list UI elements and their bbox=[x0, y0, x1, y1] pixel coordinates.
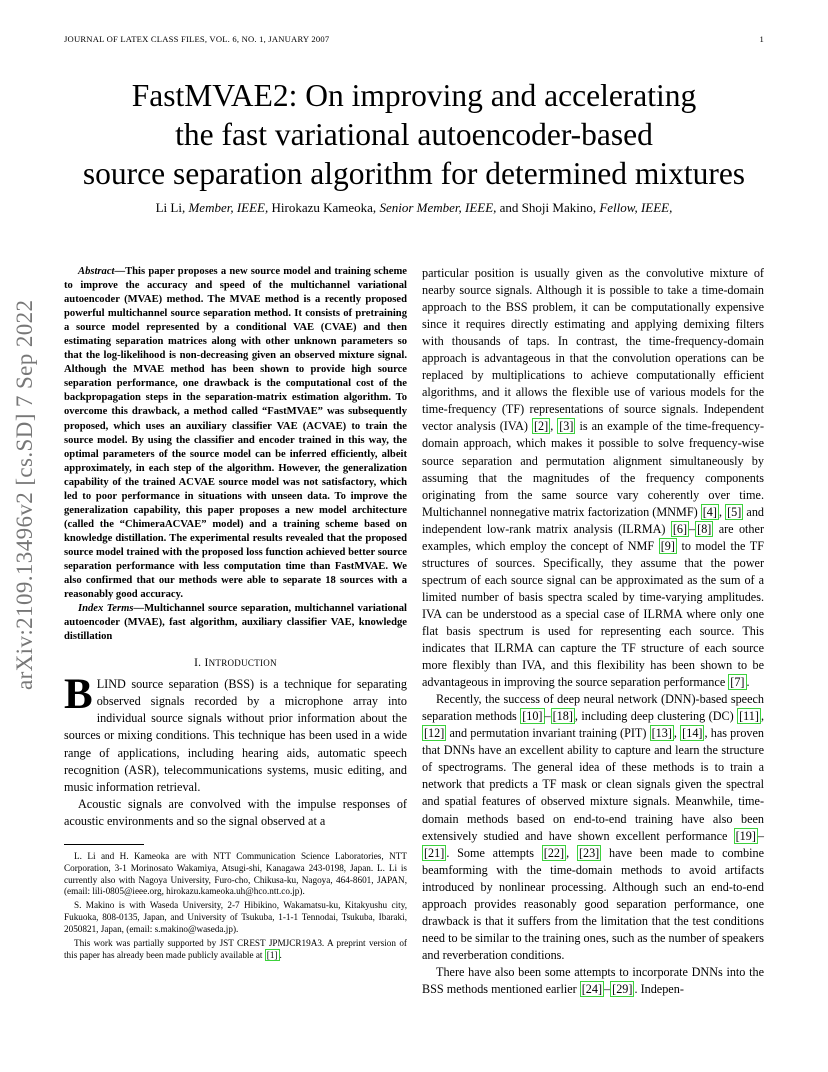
text-run: , including deep clustering (DC) bbox=[574, 709, 734, 724]
intro-paragraph-2: Acoustic signals are convolved with the impulse responses of acoustic environments and so the signal observed at a bbox=[64, 796, 407, 828]
index-terms-text: —Multichannel source separation, multichannel variational autoencoder (MVAE), fast algorithm, auxiliary classifier VAE, knowledge distillation bbox=[64, 603, 407, 643]
intro-paragraph-1-text: LIND source separation (BSS) is a technique for separating observed signals recorded by a microphone array into individual source signals without prior information about the sources or mixing conditions. This technique has been used in a wide range of applications, including hearing aids, automatic speech recognition (ASR), telecommunications systems, music editing, and music information retrieval. bbox=[64, 677, 407, 794]
page-number: 1 bbox=[759, 34, 764, 44]
right-paragraph-2 bbox=[422, 691, 764, 964]
title-line-1: FastMVAE2: On improving and accelerating bbox=[131, 78, 697, 113]
footnote-funding bbox=[64, 938, 407, 962]
footnote-funding-end: . bbox=[279, 949, 282, 960]
citation-link[interactable]: [1] bbox=[266, 949, 278, 960]
author-3: and Shoji Makino, bbox=[499, 200, 597, 215]
text-run: and independent low-rank matrix analysis (ILRMA) bbox=[422, 504, 765, 536]
citation-link[interactable]: [5] bbox=[727, 504, 742, 519]
text-run: There have also been some attempts to incorporate DNNs into the BSS methods mentioned earlier bbox=[422, 964, 764, 996]
citation-link[interactable]: [18] bbox=[552, 709, 573, 724]
running-header bbox=[64, 34, 764, 44]
citation-link[interactable]: [3] bbox=[559, 419, 574, 434]
text-run: have been made to combine beamforming with the time-domain methods to avoid artifacts introduced by nonlinear processing. Although such an end-to-end approach provides reasonably good separation performance, one drawback is that it suffers from the limitation that the test conditions need to be similar to the training ones, such as the number of speakers and reverberation conditions. bbox=[422, 845, 765, 962]
abstract bbox=[64, 265, 407, 602]
author-1: Li Li, bbox=[155, 200, 186, 215]
text-run: , bbox=[760, 709, 765, 724]
index-terms-label: Index Terms bbox=[78, 603, 134, 615]
citation-link[interactable]: [19] bbox=[735, 828, 756, 843]
citation-link[interactable]: [4] bbox=[702, 504, 717, 519]
text-run: . Some attempts bbox=[446, 845, 534, 860]
author-list bbox=[64, 200, 764, 216]
citation-link[interactable]: [14] bbox=[682, 726, 703, 741]
citation-link[interactable]: [6] bbox=[672, 521, 688, 536]
citation-link[interactable]: [11] bbox=[739, 709, 759, 724]
author-2-role: Senior Member, IEEE, bbox=[379, 200, 497, 215]
journal-name: JOURNAL OF LATEX CLASS FILES, VOL. 6, NO. 1, JANUARY 2007 bbox=[64, 34, 330, 44]
title-line-3: source separation algorithm for determined mixtures bbox=[82, 156, 746, 191]
section-title-rest: NTRODUCTION bbox=[208, 658, 277, 669]
footnote-funding-text: This work was partially supported by JST CREST JPMJCR19A3. A preprint version of this paper has already been made publicly available at bbox=[64, 938, 407, 960]
citation-link[interactable]: [10] bbox=[522, 709, 543, 724]
citation-link[interactable]: [7] bbox=[730, 675, 745, 690]
text-run: , bbox=[550, 419, 554, 434]
right-column bbox=[422, 265, 764, 998]
text-run: are other examples, which employ the concept of NMF bbox=[422, 521, 764, 553]
right-paragraph-1 bbox=[422, 265, 764, 691]
citation-link[interactable]: [13] bbox=[651, 726, 672, 741]
footnotes bbox=[64, 851, 407, 962]
text-run: – bbox=[757, 828, 765, 843]
right-paragraph-3 bbox=[422, 964, 764, 998]
section-heading-introduction bbox=[64, 655, 407, 672]
text-run: Recently, the success of deep neural network (DNN)-based speech separation methods bbox=[422, 692, 764, 724]
text-run: , bbox=[566, 845, 570, 860]
citation-link[interactable]: [29] bbox=[612, 981, 633, 996]
abstract-text: —This paper proposes a new source model and training scheme to improve the accuracy and speed of the multichannel variational autoencoder (MVAE) method. The MVAE method is a recently proposed powerful multichannel source separation method. It consists of pretraining a source model represented by a conditional VAE (CVAE) and then estimating separation matrices along with other unknown parameters so that the log-likelihood is non-decreasing given an observed mixture signal. Although the MVAE method has been shown to provide high source separation performance, one drawback is the computational cost of the backpropagation steps in the separation-matrix estimation algorithm. To overcome this drawback, a method called “FastMVAE” was subsequently proposed, which uses an auxiliary classifier VAE (ACVAE) to train the source model. By using the classifier and encoder trained in this way, the optimal parameters of the source model can be inferred efficiently, albeit approximately, in each step of the algorithm. However, the generalization capability of the trained ACVAE source model was not satisfactory, which led to poor performance in situations with unseen data. To improve the generalization capability, this paper proposes a new model architecture (called the “ChimeraACVAE” model) and a training scheme based on knowledge distillation. The experimental results revealed that the proposed source model trained with the proposed loss function achieved better source separation performance with less computation time than FastMVAE. We also confirmed that our methods were able to separate 18 sources with a reasonably good accuracy. bbox=[64, 266, 407, 601]
footnote-rule bbox=[64, 844, 144, 845]
citation-link[interactable]: [23] bbox=[578, 845, 600, 860]
author-2: Hirokazu Kameoka, bbox=[271, 200, 377, 215]
citation-link[interactable]: [9] bbox=[660, 538, 675, 553]
text-run: to model the TF structures of sources. Specifically, they assume that the power spectrum of each source signal can be approximated as the sum of a limited number of basis spectra scaled by time-varying amplitudes. IVA can be understood as a special case of ILRMA where only one flat basis spectrum is used for representing each source. This indicates that ILRMA can capture the TF structure of each source more flexibly than IVA, and this flexibility has been shown to be advantageous in improving the source separation performance bbox=[422, 538, 765, 690]
text-run: and permutation invariant training (PIT) bbox=[449, 726, 647, 741]
citation-link[interactable]: [24] bbox=[581, 981, 603, 996]
text-run: , bbox=[718, 504, 723, 519]
author-3-role: Fellow, IEEE, bbox=[599, 200, 673, 215]
footnote-affiliation-1: L. Li and H. Kameoka are with NTT Communication Science Laboratories, NTT Corporation, 3-1 Morinosato Wakamiya, Atsugi-shi, Kanagawa 243-0198, Japan. L. Li is currently also with Nagoya University, Furo-cho, Chikusa-ku, Nagoya, 464-8601, JAPAN, (email: lili-0805@ieee.org, hirokazu.kameoka.uh@hco.ntt.co.jp). bbox=[64, 850, 407, 897]
title-line-2: the fast variational autoencoder-based bbox=[175, 117, 653, 152]
section-first-letter: I bbox=[204, 657, 209, 670]
citation-link[interactable]: [22] bbox=[543, 845, 565, 860]
text-run: . bbox=[746, 675, 750, 690]
text-run: – bbox=[544, 709, 551, 724]
text-run: , has proven that DNNs have an excellent ability to capture and learn the structure of spectrograms. The general idea of these methods is to train a network that predicts a TF mask or clean signals given the spectral and spatial features of observed mixture signals. Meanwhile, time-domain methods based on end-to-end training have also been extensively studied and have shown excellent performance bbox=[422, 726, 765, 843]
text-run: is an example of the time-frequency-domain approach, which makes it possible to solve frequency-wise source separation and permutation alignment simultaneously by assuming that the magnitudes of the frequency components originating from the same source vary coherently over time. Multichannel nonnegative matrix factorization (MNMF) bbox=[422, 419, 765, 519]
intro-paragraph-1 bbox=[64, 671, 407, 795]
citation-link[interactable]: [21] bbox=[424, 845, 445, 860]
text-run: – bbox=[689, 521, 696, 536]
citation-link[interactable]: [8] bbox=[697, 521, 712, 536]
section-numeral: I. bbox=[194, 657, 202, 670]
paper-title bbox=[64, 76, 764, 193]
text-run: , bbox=[673, 726, 677, 741]
drop-cap: B bbox=[64, 671, 93, 719]
arxiv-identifier[interactable]: arXiv:2109.13496v2 [cs.SD] 7 Sep 2022 bbox=[12, 299, 37, 690]
text-run: – bbox=[604, 981, 611, 996]
footnote-affiliation-2: S. Makino is with Waseda University, 2-7 Hibikino, Wakamatsu-ku, Kitakyushu city, Fukuoka, 808-0135, Japan, and University of Tsukuba, 1-1-1 Tennodai, Tsukuba, Ibaraki, 2050821, Japan, (email: s.makino@waseda.jp). bbox=[64, 900, 407, 935]
citation-link[interactable]: [12] bbox=[424, 726, 445, 741]
index-terms bbox=[64, 602, 407, 644]
left-column bbox=[64, 265, 407, 964]
citation-link[interactable]: [2] bbox=[533, 419, 549, 434]
text-run: particular position is usually given as the convolutive mixture of nearby source signals. Although it is possible to take a time-domain approach to the BSS problem, it can be computationally expensive since it requires directly estimating and applying demixing filters with thousands of taps. In contrast, the time-frequency-domain approach is advantageous in that the convolution operations can be replaced by multiplications to achieve computationally efficient algorithms, and it allows the flexible use of various models for the time-frequency (TF) representations of source signals. Independent vector analysis (IVA) bbox=[422, 266, 764, 434]
author-1-role: Member, IEEE, bbox=[188, 200, 269, 215]
abstract-label: Abstract bbox=[78, 266, 115, 277]
text-run: . Indepen- bbox=[634, 981, 684, 996]
